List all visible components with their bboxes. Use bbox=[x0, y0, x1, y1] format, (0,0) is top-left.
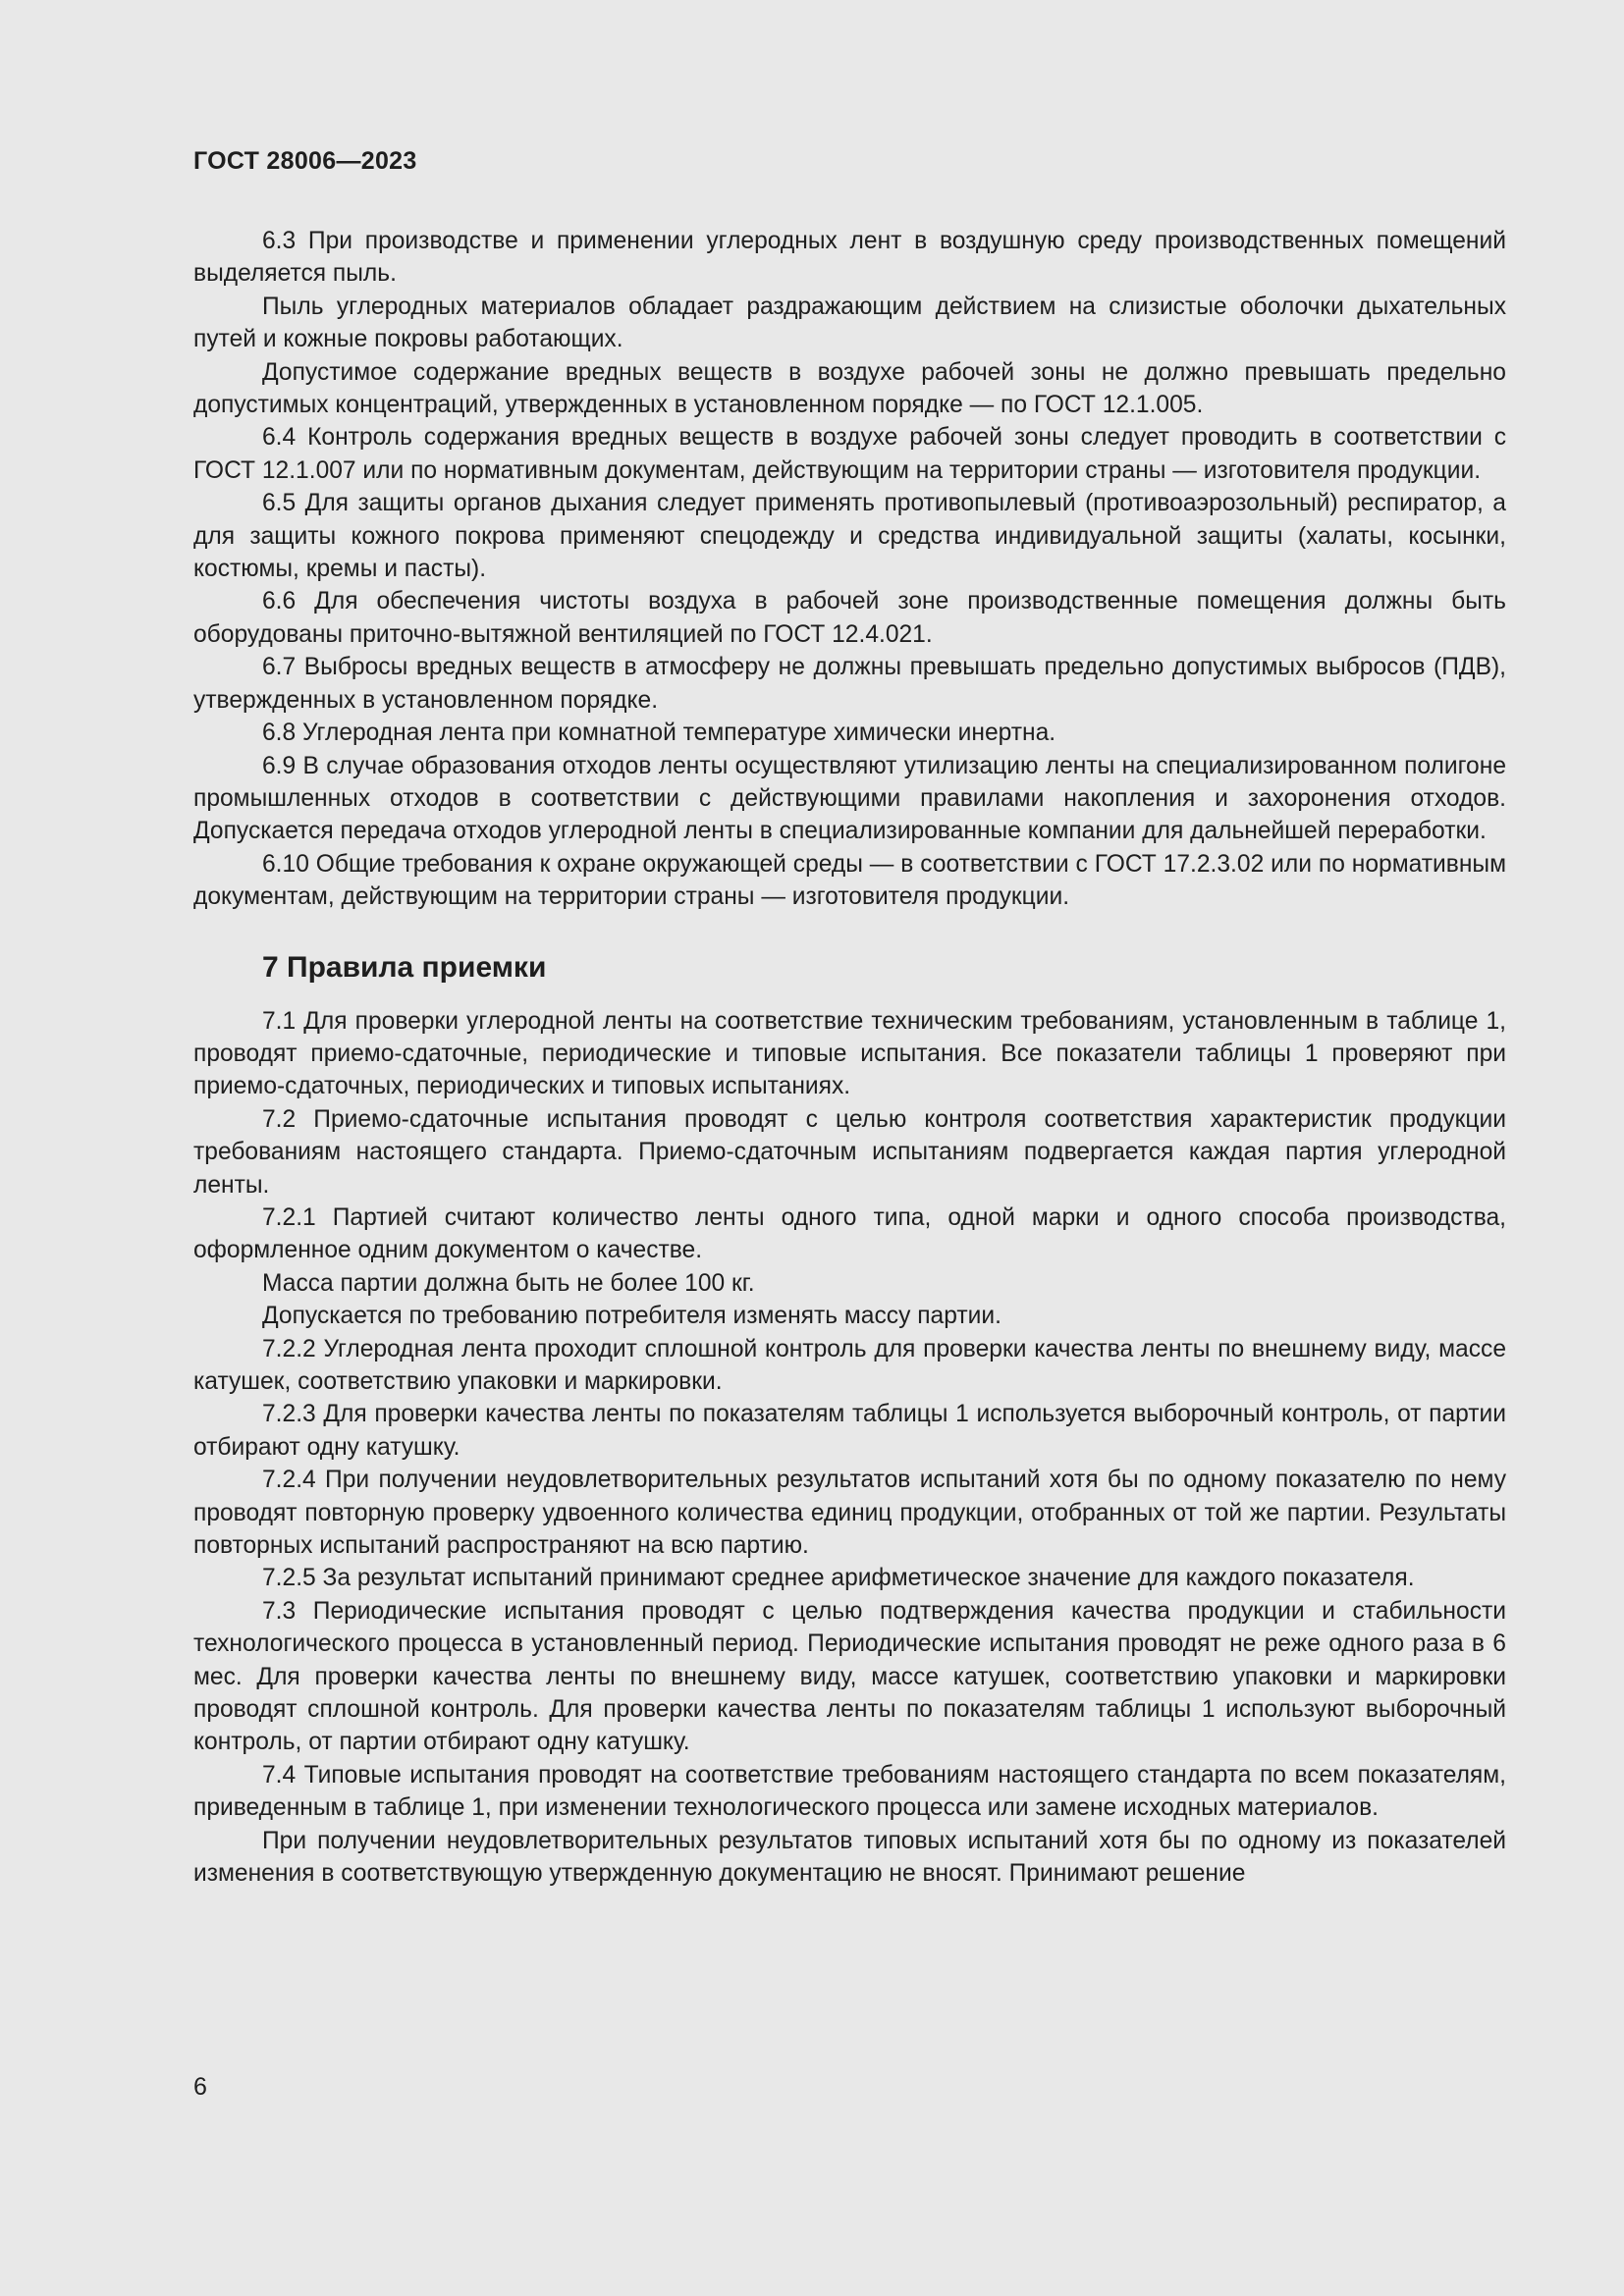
paragraph-6-8: 6.8 Углеродная лента при комнатной температуре химически инертна. bbox=[262, 720, 1056, 747]
paragraph: Допустимое содержание вредных веществ в воздухе рабочей зоны не должно превышать предельно допустимых концентраций, утвержденных в установленном порядке — по ГОСТ 12.1.005. bbox=[193, 358, 1506, 419]
page-number: 6 bbox=[193, 2073, 207, 2101]
document-header: ГОСТ 28006—2023 bbox=[193, 147, 417, 175]
paragraph-6-4: 6.4 Контроль содержания вредных веществ в воздухе рабочей зоны следует проводить в соответствии с ГОСТ 12.1.007 или по нормативным документам, действующим на территории страны — изготовителя продукции. bbox=[193, 424, 1506, 484]
section-7-heading: 7 Правила приемки bbox=[262, 950, 547, 984]
paragraph-6-10: 6.10 Общие требования к охране окружающей среды — в соответствии с ГОСТ 17.2.3.02 или по нормативным документам, действующим на территории страны — изготовителя продукции. bbox=[193, 850, 1506, 911]
paragraph-6-7: 6.7 Выбросы вредных веществ в атмосферу не должны превышать предельно допустимых выбросов (ПДВ), утвержденных в установленном порядке. bbox=[193, 654, 1506, 714]
paragraph-6-5: 6.5 Для защиты органов дыхания следует применять противопылевый (противоаэрозольный) респиратор, а для защиты кожного покрова применяют спецодежду и средства индивидуальной защиты (халаты, косынки, костюмы, кремы и пасты). bbox=[193, 490, 1506, 583]
paragraph-7-2-5: 7.2.5 За результат испытаний принимают среднее арифметическое значение для каждого показателя. bbox=[262, 1565, 1415, 1592]
paragraph-6-6: 6.6 Для обеспечения чистоты воздуха в рабочей зоне производственные помещения должны быть оборудованы приточно-вытяжной вентиляцией по ГОСТ 12.4.021. bbox=[193, 588, 1506, 648]
paragraph-7-1: 7.1 Для проверки углеродной ленты на соответствие техническим требованиям, установленным в таблице 1, проводят приемо-сдаточные, периодические и типовые испытания. Все показатели таблицы 1 проверяют при приемо-сдаточных, периодических и типовых испытаниях. bbox=[193, 1007, 1506, 1100]
paragraph: Масса партии должна быть не более 100 кг. bbox=[262, 1269, 755, 1297]
paragraph-7-2-4: 7.2.4 При получении неудовлетворительных результатов испытаний хотя бы по одному показателю по нему проводят повторную проверку удвоенного количества единиц продукции, отобранных от той же партии. Результаты повторных испытаний распространяют на всю партию. bbox=[193, 1467, 1506, 1560]
paragraph: Пыль углеродных материалов обладает раздражающим действием на слизистые оболочки дыхательных путей и кожные покровы работающих. bbox=[193, 293, 1506, 353]
paragraph-6-9: 6.9 В случае образования отходов ленты осуществляют утилизацию ленты на специализированном полигоне промышленных отходов в соответствии с действующими правилами накопления и захоронения отходов. Допускается передача отходов углеродной ленты в специализированные компании для дальнейшей переработки. bbox=[193, 752, 1506, 845]
paragraph-7-2-2: 7.2.2 Углеродная лента проходит сплошной контроль для проверки качества ленты по внешнему виду, массе катушек, соответствию упаковки и маркировки. bbox=[193, 1335, 1506, 1395]
paragraph-6-3: 6.3 При производстве и применении углеродных лент в воздушную среду производственных помещений выделяется пыль. bbox=[193, 228, 1506, 288]
section-6 bbox=[193, 225, 1506, 914]
section-7 bbox=[193, 1005, 1506, 1891]
paragraph-7-3: 7.3 Периодические испытания проводят с целью подтверждения качества продукции и стабильности технологического процесса в установленный период. Периодические испытания проводят не реже одного раза в 6 мес. Для проверки качества ленты по внешнему виду, массе катушек, соответствию упаковки и маркировки проводят сплошной контроль. Для проверки качества ленты по показателям таблицы 1 используют выборочный контроль, от партии отбирают одну катушку. bbox=[193, 1597, 1506, 1756]
paragraph-7-2: 7.2 Приемо-сдаточные испытания проводят с целью контроля соответствия характеристик продукции требованиям настоящего стандарта. Приемо-сдаточным испытаниям подвергается каждая партия углеродной ленты. bbox=[193, 1105, 1506, 1199]
paragraph: Допускается по требованию потребителя изменять массу партии. bbox=[262, 1303, 1001, 1330]
paragraph-7-2-3: 7.2.3 Для проверки качества ленты по показателям таблицы 1 используется выборочный контроль, от партии отбирают одну катушку. bbox=[193, 1401, 1506, 1461]
paragraph-7-2-1: 7.2.1 Партией считают количество ленты одного типа, одной марки и одного способа производства, оформленное одним документом о качестве. bbox=[193, 1203, 1506, 1264]
document-body bbox=[193, 225, 1506, 1891]
paragraph: При получении неудовлетворительных результатов типовых испытаний хотя бы по одному из показателей изменения в соответствующую утвержденную документацию не вносят. Принимают решение bbox=[193, 1827, 1506, 1888]
paragraph-7-4: 7.4 Типовые испытания проводят на соответствие требованиям настоящего стандарта по всем показателям, приведенным в таблице 1, при изменении технологического процесса или замене исходных материалов. bbox=[193, 1761, 1506, 1822]
